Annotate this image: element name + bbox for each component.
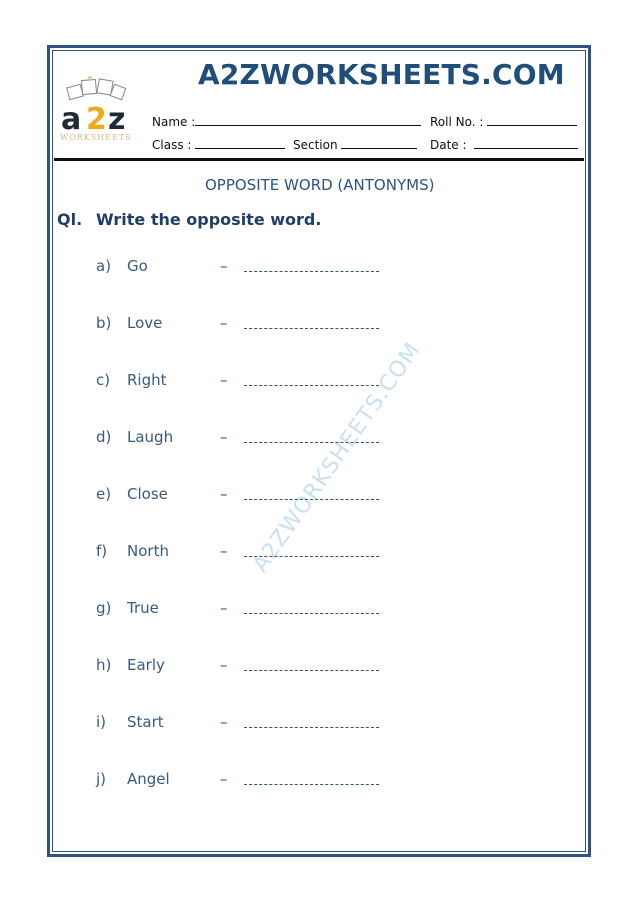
item-word: Close bbox=[127, 485, 168, 503]
roll-label: Roll No. : bbox=[430, 115, 484, 129]
answer-blank[interactable] bbox=[244, 271, 379, 272]
item-letter: d) bbox=[96, 428, 112, 446]
roll-blank[interactable] bbox=[487, 113, 577, 126]
svg-text:a: a bbox=[61, 102, 82, 137]
answer-blank[interactable] bbox=[244, 670, 379, 671]
item-letter: i) bbox=[96, 713, 107, 731]
list-item bbox=[0, 542, 640, 566]
item-letter: h) bbox=[96, 656, 112, 674]
item-word: Right bbox=[127, 371, 167, 389]
item-letter: e) bbox=[96, 485, 112, 503]
item-dash: – bbox=[220, 599, 228, 617]
item-dash: – bbox=[220, 314, 228, 332]
item-word: Early bbox=[127, 656, 165, 674]
section-field[interactable] bbox=[293, 136, 417, 152]
section-blank[interactable] bbox=[341, 136, 417, 149]
item-word: Laugh bbox=[127, 428, 174, 446]
item-letter: j) bbox=[96, 770, 107, 788]
answer-blank[interactable] bbox=[244, 727, 379, 728]
answer-blank[interactable] bbox=[244, 442, 379, 443]
item-word: Go bbox=[127, 257, 148, 275]
question-number: Ql. bbox=[57, 210, 83, 229]
answer-blank[interactable] bbox=[244, 556, 379, 557]
list-item bbox=[0, 428, 640, 452]
class-field[interactable] bbox=[152, 136, 285, 152]
answer-blank[interactable] bbox=[244, 613, 379, 614]
item-word: Love bbox=[127, 314, 163, 332]
answer-blank[interactable] bbox=[244, 328, 379, 329]
date-blank[interactable] bbox=[474, 136, 578, 149]
item-dash: – bbox=[220, 371, 228, 389]
list-item bbox=[0, 371, 640, 395]
name-blank[interactable] bbox=[195, 113, 421, 126]
item-dash: – bbox=[220, 428, 228, 446]
item-dash: – bbox=[220, 713, 228, 731]
item-letter: g) bbox=[96, 599, 112, 617]
list-item bbox=[0, 713, 640, 737]
answer-blank[interactable] bbox=[244, 385, 379, 386]
item-dash: – bbox=[220, 656, 228, 674]
date-label: Date : bbox=[430, 138, 467, 152]
list-item bbox=[0, 485, 640, 509]
list-item bbox=[0, 314, 640, 338]
watermark: A2ZWORKSHEETS.COM bbox=[248, 337, 427, 578]
item-dash: – bbox=[220, 257, 228, 275]
item-word: North bbox=[127, 542, 169, 560]
date-field[interactable] bbox=[430, 136, 578, 152]
svg-text:z: z bbox=[108, 102, 126, 137]
class-label: Class : bbox=[152, 138, 192, 152]
list-item bbox=[0, 656, 640, 680]
worksheet-title: OPPOSITE WORD (ANTONYMS) bbox=[205, 176, 435, 194]
item-letter: f) bbox=[96, 542, 108, 560]
answer-blank[interactable] bbox=[244, 784, 379, 785]
list-item bbox=[0, 599, 640, 623]
item-dash: – bbox=[220, 770, 228, 788]
question-text: Write the opposite word. bbox=[96, 210, 322, 229]
item-letter: b) bbox=[96, 314, 112, 332]
item-letter: c) bbox=[96, 371, 111, 389]
svg-text:2: 2 bbox=[86, 102, 107, 137]
item-word: Start bbox=[127, 713, 164, 731]
list-item bbox=[0, 770, 640, 794]
svg-text:WORKSHEETS: WORKSHEETS bbox=[60, 133, 132, 142]
item-dash: – bbox=[220, 485, 228, 503]
answer-blank[interactable] bbox=[244, 499, 379, 500]
roll-field[interactable] bbox=[430, 113, 577, 129]
class-blank[interactable] bbox=[195, 136, 285, 149]
section-label: Section bbox=[293, 138, 338, 152]
name-label: Name : bbox=[152, 115, 196, 129]
header-divider bbox=[54, 158, 584, 161]
name-field[interactable] bbox=[152, 113, 421, 129]
a2z-logo-icon bbox=[58, 74, 143, 144]
item-word: Angel bbox=[127, 770, 170, 788]
list-item bbox=[0, 257, 640, 281]
site-title: A2ZWORKSHEETS.COM bbox=[198, 58, 565, 91]
item-word: True bbox=[127, 599, 159, 617]
item-letter: a) bbox=[96, 257, 112, 275]
item-dash: – bbox=[220, 542, 228, 560]
